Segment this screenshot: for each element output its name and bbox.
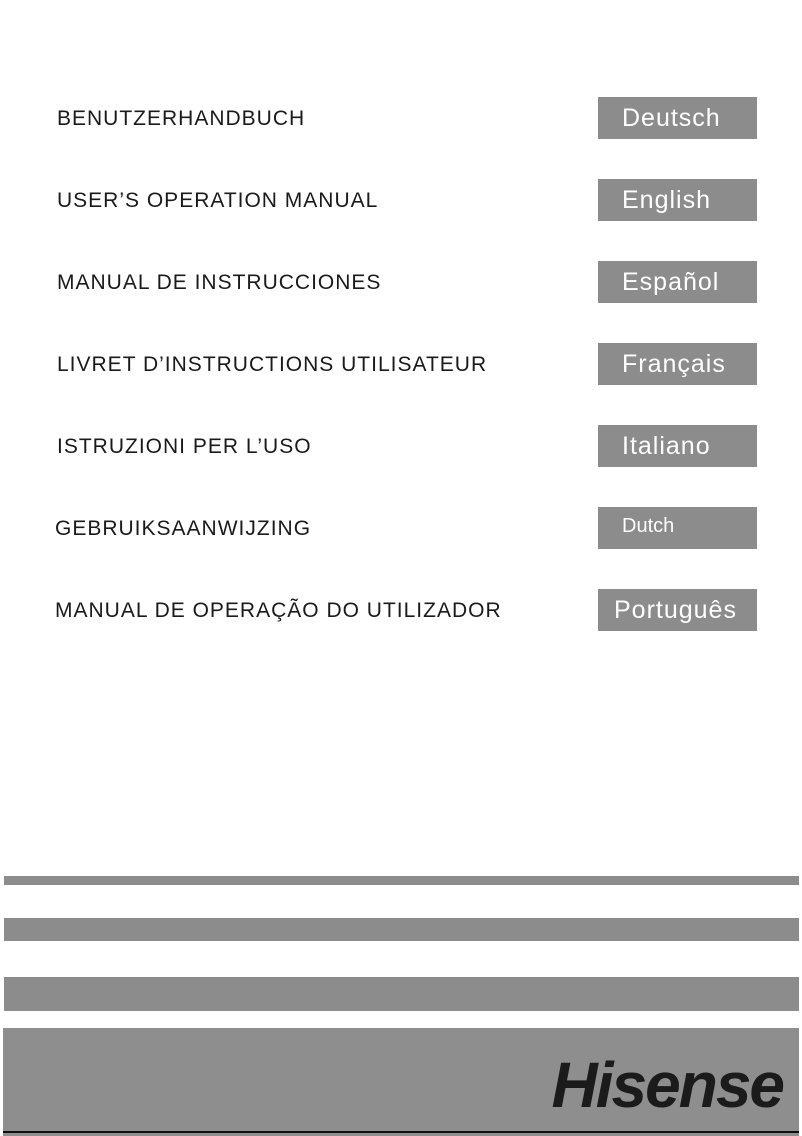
- decorative-stripe-thick: [4, 977, 799, 1011]
- manual-row-english: [0, 179, 802, 223]
- manual-row-italiano: [0, 425, 802, 469]
- manual-title-deutsch: BENUTZERHANDBUCH: [57, 107, 306, 130]
- language-label-deutsch: Deutsch: [598, 97, 757, 139]
- manual-title-francais: LIVRET D’INSTRUCTIONS UTILISATEUR: [57, 353, 488, 376]
- decorative-stripe-medium: [4, 918, 799, 941]
- manual-title-english: USER’S OPERATION MANUAL: [57, 189, 379, 212]
- manual-row-espanol: [0, 261, 802, 305]
- language-label-italiano: Italiano: [598, 425, 757, 467]
- language-label-espanol: Español: [598, 261, 757, 303]
- language-label-dutch: Dutch: [598, 507, 757, 549]
- language-label-english: English: [598, 179, 757, 221]
- manual-row-francais: [0, 343, 802, 387]
- manual-title-portugues: MANUAL DE OPERAÇÃO DO UTILIZADOR: [55, 599, 502, 622]
- manual-title-espanol: MANUAL DE INSTRUCCIONES: [57, 271, 382, 294]
- manual-title-italiano: ISTRUZIONI PER L’USO: [57, 435, 312, 458]
- brand-panel: [3, 1028, 799, 1136]
- manual-row-portugues: [0, 589, 802, 633]
- decorative-stripe-thin: [4, 876, 799, 885]
- manual-row-dutch: [0, 507, 802, 551]
- bottom-divider: [3, 1131, 799, 1133]
- manual-title-dutch: GEBRUIKSAANWIJZING: [55, 517, 312, 540]
- brand-logo: Hisense: [551, 1049, 783, 1121]
- manual-row-deutsch: [0, 97, 802, 141]
- language-label-francais: Français: [598, 343, 757, 385]
- language-label-portugues: Português: [598, 589, 757, 631]
